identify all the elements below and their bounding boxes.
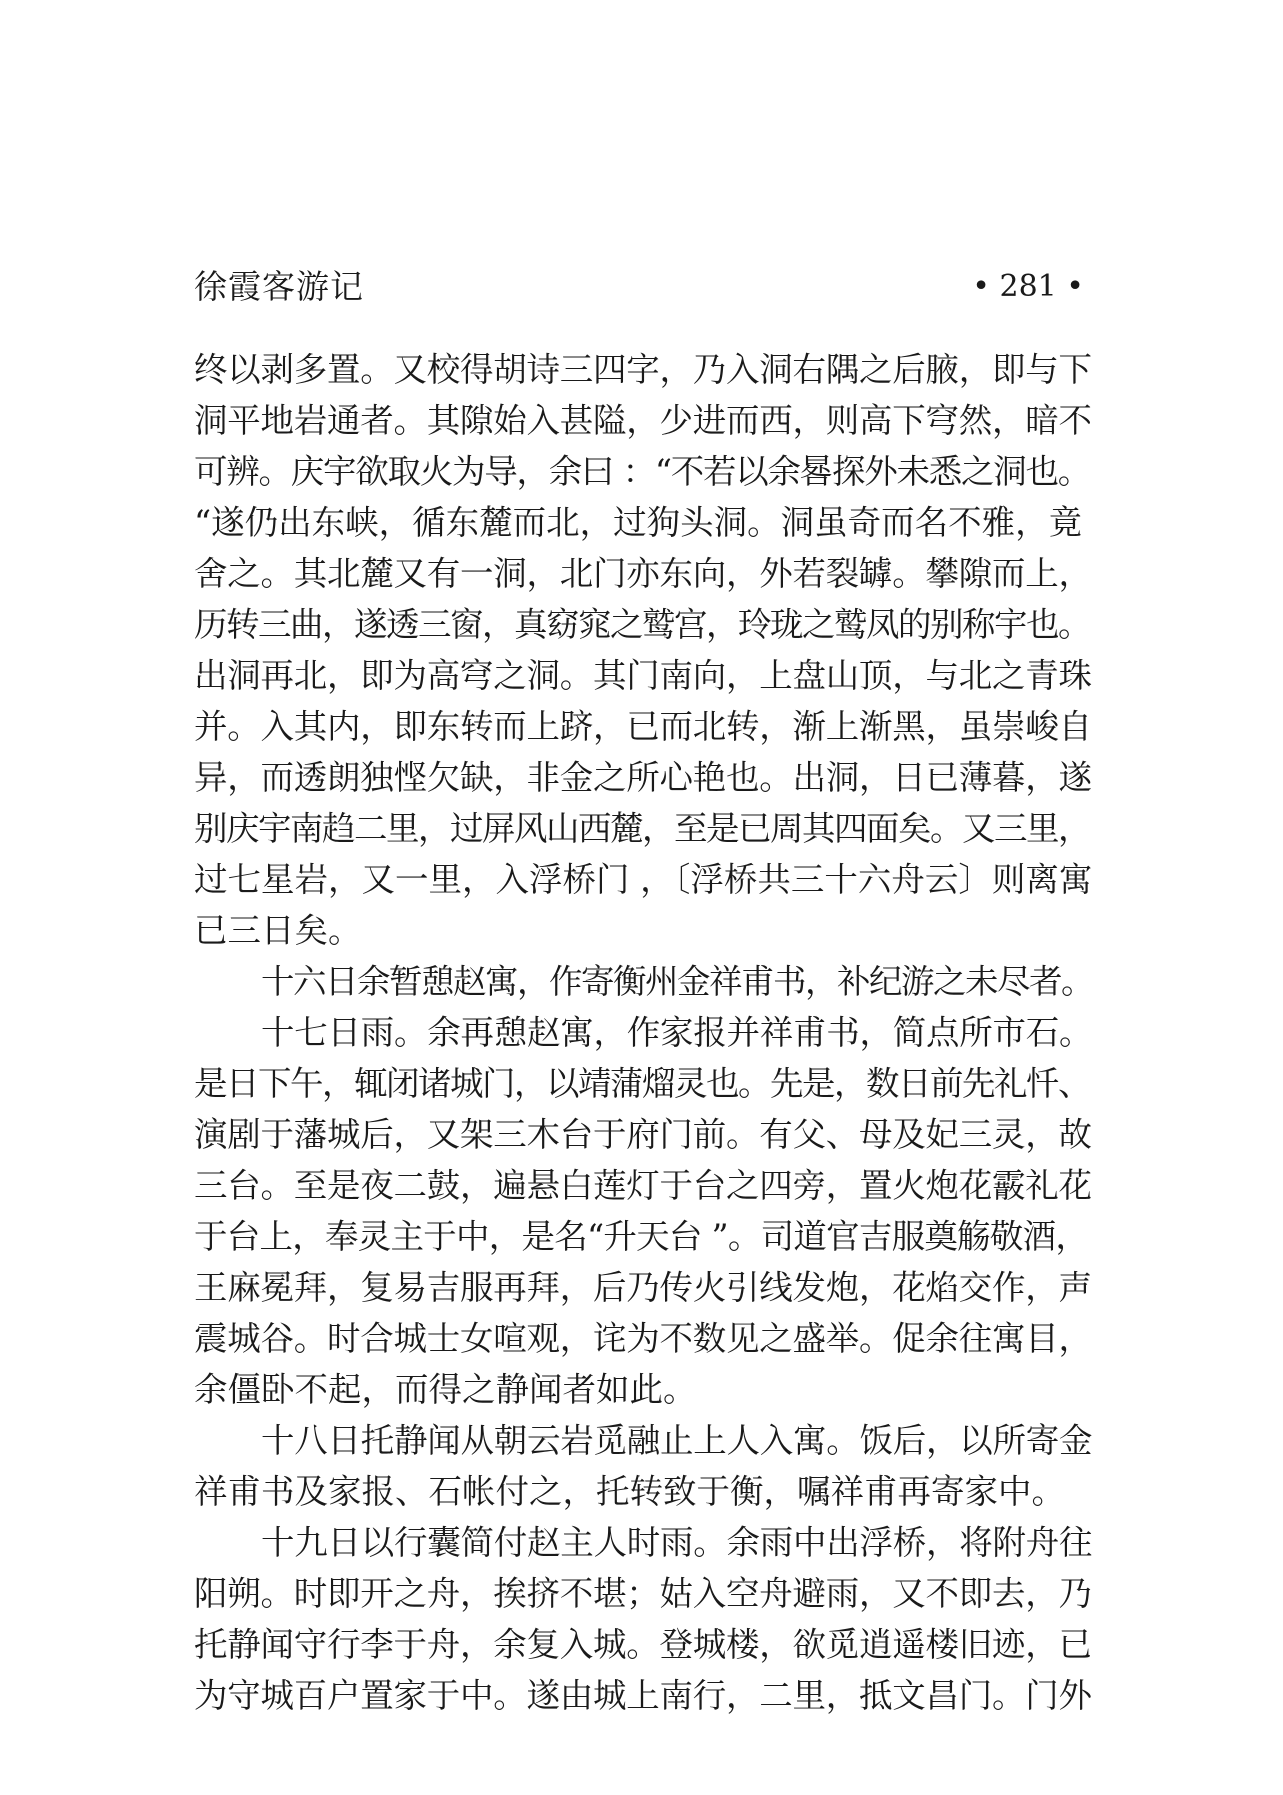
text-line: 洞平地岩通者。其隙始入甚隘，少进而西，则高下穹然，暗不 — [194, 401, 1092, 440]
text-line: 十八日托静闻从朝云岩觅融止上人入寓。饭后，以所寄金 — [261, 1421, 1093, 1460]
text-line: 舍之。其北麓又有一洞，北门亦东向，外若裂罅。攀隙而上， — [194, 554, 1092, 593]
text-line: 王麻冕拜，复易吉服再拜，后乃传火引线发炮，花焰交作，声 — [194, 1268, 1092, 1307]
text-line: 余僵卧不起，而得之静闻者如此。 — [194, 1370, 697, 1409]
text-line: 终以剥多置。又校得胡诗三四字，乃入洞右隅之后腋，即与下 — [194, 350, 1092, 389]
running-header — [194, 262, 1084, 312]
text-line: 并。入其内，即东转而上跻，已而北转，渐上渐黑，虽崇峻自 — [194, 707, 1092, 746]
text-line: 演剧于藩城后，又架三木台于府门前。有父、母及妃三灵，故 — [194, 1115, 1092, 1154]
text-line: 过七星岩，又一里，入浮桥门 ，〔浮桥共三十六舟云〕则离寓 — [194, 860, 1093, 899]
text-line: 已三日矣。 — [194, 911, 362, 950]
text-line: 可辨。庆宇欲取火为导，余曰 ：“不若以余晷探外未悉之洞也。 — [194, 452, 1091, 491]
text-line: 托静闻守行李于舟，余复入城。登城楼，欲觅逍遥楼旧迹，已 — [194, 1625, 1092, 1664]
text-line: 异，而透朗独悭欠缺，非金之所心艳也。出洞，日已薄暮，遂 — [194, 758, 1092, 797]
text-line: 祥甫书及家报、石帐付之，托转致于衡，嘱祥甫再寄家中。 — [194, 1472, 1065, 1511]
text-line: 为守城百户置家于中。遂由城上南行，二里，抵文昌门。门外 — [194, 1676, 1092, 1715]
body-text — [194, 344, 1094, 1721]
text-line: 十六日余暂憩赵寓，作寄衡州金祥甫书，补纪游之未尽者。 — [261, 962, 1093, 1001]
text-line: 阳朔。时即开之舟，挨挤不堪；姑入空舟避雨，又不即去，乃 — [194, 1574, 1092, 1613]
text-line: 别庆宇南趋二里，过屏风山西麓，至是已周其四面矣。又三里， — [194, 809, 1090, 848]
text-line: “遂仍出东峡，循东麓而北，过狗头洞。洞虽奇而名不雅，竟 — [194, 503, 1083, 542]
book-title: 徐霞客游记 — [194, 267, 364, 306]
text-line: 十九日以行囊简付赵主人时雨。余雨中出浮桥，将附舟往 — [261, 1523, 1093, 1562]
text-line: 历转三曲，遂透三窗，真窈窕之鹫宫，玲珑之鹫凤的别称宇也。 — [194, 605, 1090, 644]
text-line: 震城谷。时合城士女喧观，诧为不数见之盛举。促余往寓目， — [194, 1319, 1092, 1358]
text-line: 是日下午，辄闭诸城门，以靖蒲熘灵也。先是，数日前先礼忏、 — [194, 1064, 1090, 1103]
text-line: 十七日雨。余再憩赵寓，作家报并祥甫书，简点所市石。 — [261, 1013, 1093, 1052]
text-line: 出洞再北，即为高穹之洞。其门南向，上盘山顶，与北之青珠 — [194, 656, 1092, 695]
page-number: • 281 • — [972, 269, 1084, 304]
text-line: 三台。至是夜二鼓，遍悬白莲灯于台之四旁，置火炮花霰礼花 — [194, 1166, 1092, 1205]
text-line: 于台上，奉灵主于中，是名“升天台 ”。司道官吉服奠觞敬酒， — [194, 1217, 1089, 1256]
